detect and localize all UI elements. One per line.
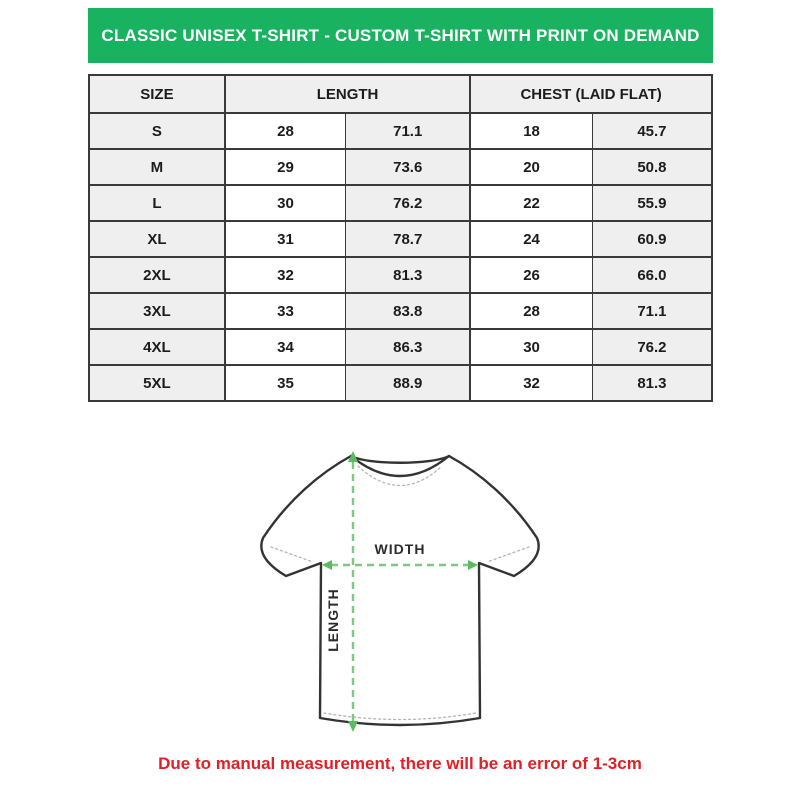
table-row <box>89 257 712 293</box>
cell-length-in: 30 <box>225 185 346 221</box>
cell-length-in: 34 <box>225 329 346 365</box>
cell-chest-in: 18 <box>470 113 592 149</box>
cell-chest-cm: 81.3 <box>592 365 712 401</box>
cell-chest-cm: 66.0 <box>592 257 712 293</box>
width-label: WIDTH <box>374 541 426 557</box>
cell-length-in: 31 <box>225 221 346 257</box>
cell-length-cm: 86.3 <box>346 329 471 365</box>
cell-chest-in: 22 <box>470 185 592 221</box>
cell-chest-in: 28 <box>470 293 592 329</box>
table-row <box>89 113 712 149</box>
cell-chest-cm: 55.9 <box>592 185 712 221</box>
table-header-row <box>89 75 712 113</box>
cell-chest-in: 26 <box>470 257 592 293</box>
cell-chest-cm: 71.1 <box>592 293 712 329</box>
table-row <box>89 365 712 401</box>
cell-size: 4XL <box>89 329 225 365</box>
cell-size: S <box>89 113 225 149</box>
table-row <box>89 329 712 365</box>
tshirt-outline <box>261 456 538 725</box>
cell-chest-cm: 50.8 <box>592 149 712 185</box>
cell-length-cm: 83.8 <box>346 293 471 329</box>
cell-size: XL <box>89 221 225 257</box>
measurement-disclaimer <box>0 754 800 774</box>
cell-size: L <box>89 185 225 221</box>
cell-length-in: 33 <box>225 293 346 329</box>
cell-size: 2XL <box>89 257 225 293</box>
cell-length-in: 32 <box>225 257 346 293</box>
cell-length-in: 28 <box>225 113 346 149</box>
cell-size: M <box>89 149 225 185</box>
cell-chest-in: 32 <box>470 365 592 401</box>
size-chart-table <box>88 74 713 402</box>
col-header-chest: CHEST (LAID FLAT) <box>470 75 712 113</box>
cell-chest-in: 30 <box>470 329 592 365</box>
cell-length-cm: 81.3 <box>346 257 471 293</box>
disclaimer-text: Due to manual measurement, there will be an error of 1-3cm <box>158 754 642 773</box>
cell-size: 3XL <box>89 293 225 329</box>
cell-length-cm: 71.1 <box>346 113 471 149</box>
cell-length-in: 29 <box>225 149 346 185</box>
cell-chest-in: 20 <box>470 149 592 185</box>
cell-chest-in: 24 <box>470 221 592 257</box>
table-row <box>89 293 712 329</box>
length-arrowhead-bottom <box>348 721 358 732</box>
col-header-length: LENGTH <box>225 75 470 113</box>
cell-chest-cm: 60.9 <box>592 221 712 257</box>
cell-chest-cm: 45.7 <box>592 113 712 149</box>
tshirt-measurement-diagram <box>250 438 550 750</box>
cell-chest-cm: 76.2 <box>592 329 712 365</box>
cell-length-cm: 76.2 <box>346 185 471 221</box>
page-title: CLASSIC UNISEX T-SHIRT - CUSTOM T-SHIRT WITH PRINT ON DEMAND <box>101 25 700 45</box>
title-banner <box>88 8 713 63</box>
col-header-size: SIZE <box>89 75 225 113</box>
table-row <box>89 185 712 221</box>
length-label: LENGTH <box>325 588 341 652</box>
cell-size: 5XL <box>89 365 225 401</box>
cell-length-in: 35 <box>225 365 346 401</box>
cell-length-cm: 88.9 <box>346 365 471 401</box>
cell-length-cm: 78.7 <box>346 221 471 257</box>
cell-length-cm: 73.6 <box>346 149 471 185</box>
table-row <box>89 149 712 185</box>
table-row <box>89 221 712 257</box>
tshirt-diagram-svg <box>250 438 550 750</box>
